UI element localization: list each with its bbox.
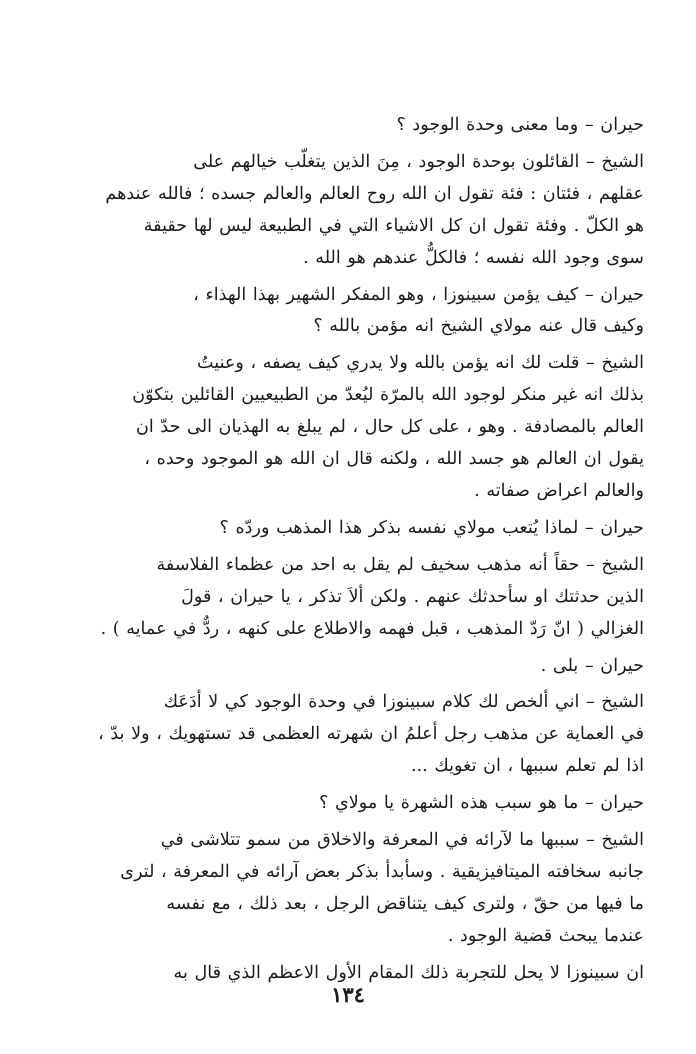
dialogue-paragraph: الشيخ – سببها ما لآرائه في المعرفة والاخلاق من سمو تتلاشى في جانبه سخافته الميتافيزيقية . وسأبدأ بذكر بعض آرائه في المعرفة ، لترى ما فيها من حقّ ، ولترى كيف يتناقض الرجل ، بعد ذلك ، مع نفسه عندما يبحث قضية الوجود .	[120, 830, 644, 946]
dialogue-paragraph: الشيخ – اني ألخص لك كلام سبينوزا في وحدة الوجود كي لا أدَعَك في العماية عن مذهب رجل أعلمُ ان شهرته العظمى قد تستهويك ، ولا بدّ ، اذا لم تعلم سببها ، ان تغويك ...	[98, 692, 644, 777]
dialogue-paragraph: حيران – بلى .	[540, 655, 644, 676]
page-number: ١٣٤	[331, 982, 365, 1007]
book-page-text	[62, 110, 644, 990]
dialogue-paragraph: حيران – ما هو سبب هذه الشهرة يا مولاي ؟	[319, 793, 644, 814]
dialogue-paragraph: حيران – لماذا يُتعب مولاي نفسه بذكر هذا المذهب وردّه ؟	[219, 517, 644, 538]
dialogue-paragraph: الشيخ – القائلون بوحدة الوجود ، مِنَ الذين يتغلّب خيالهم على عقلهم ، فئتان : فئة تقول ان الله روح العالم والعالم جسده ؛ فالله عندهم هو الكلّ . وفئة تقول ان كل الاشياء التي في الطبيعة ليس لها حقيقة سوى وجود الله نفسه ؛ فالكلُّ عندهم هو الله .	[105, 151, 644, 268]
dialogue-paragraph: الشيخ – حقاً أنه مذهب سخيف لم يقل به احد من عظماء الفلاسفة الذين حدثتك او سأحدثك عنهم . ولكن ألاَ تذكر ، يا حيران ، قولَ الغزالي ( انّ رَدّ المذهب ، قبل فهمه والاطلاع على كنهه ، ردٌّ في عمايه ) .	[100, 554, 644, 639]
dialogue-paragraph: الشيخ – قلت لك انه يؤمن بالله ولا يدري كيف يصفه ، وعنيتُ بذلك انه غير منكر لوجود الله بالمرّة ليُعدّ من الطبيعيين القائلين بتكوّن العالم بالمصادفة . وهو ، على كل حال ، لم يبلغ به الهذيان الى حدّ ان يقول ان العالم هو جسد الله ، ولكنه قال ان الله هو الموجود وحده ، والعالم اعراض صفاته .	[132, 353, 644, 501]
dialogue-paragraph: ان سبينوزا لا يحل للتجربة ذلك المقام الأول الاعظم الذي قال به	[173, 962, 644, 983]
dialogue-paragraph: حيران – وما معنى وحدة الوجود ؟	[396, 115, 644, 135]
dialogue-paragraph: حيران – كيف يؤمن سبينوزا ، وهو المفكر الشهير بهذا الهذاء ، وكيف قال عنه مولاي الشيخ انه مؤمن بالله ؟	[193, 284, 644, 337]
